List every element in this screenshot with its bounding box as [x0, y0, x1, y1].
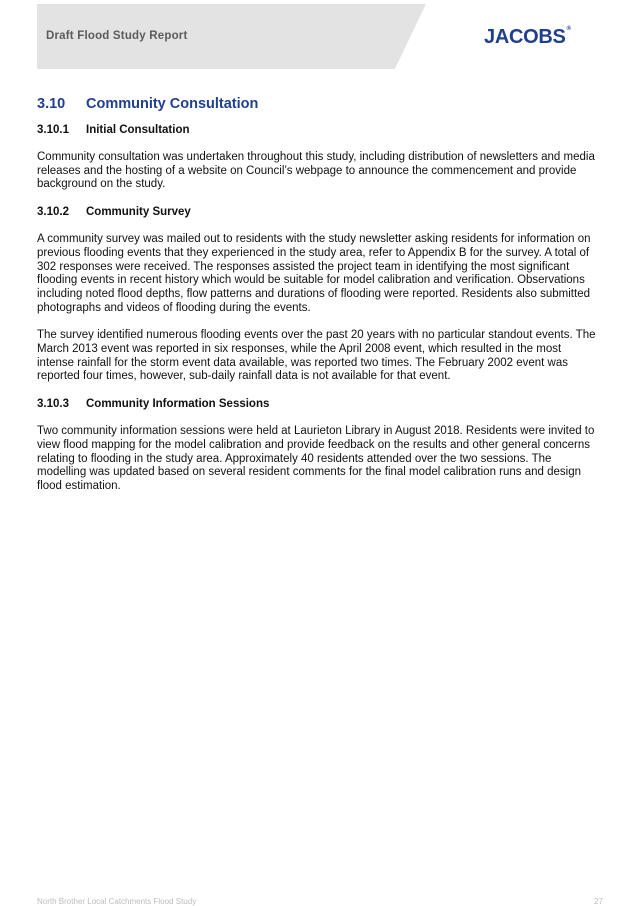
- footer-document-title: North Brother Local Catchments Flood Study: [37, 897, 197, 906]
- subsection-heading: [37, 124, 597, 136]
- paragraph: Two community information sessions were held at Laurieton Library in August 2018. Residents were invited to view flood mapping for the model calibration and provide feedback on the results and other general concerns relating to flooding in the study area. Approximately 40 residents attended over the two sessions. The modelling was updated based on several resident comments for the final model calibration runs and design flood estimation.: [37, 425, 595, 492]
- registered-mark: ®: [566, 26, 571, 32]
- page-content: [37, 96, 597, 508]
- report-title: Draft Flood Study Report: [46, 30, 188, 42]
- subsection-heading: [37, 206, 597, 218]
- subsection-title: Initial Consultation: [86, 124, 190, 136]
- footer-page-number: 27: [594, 897, 603, 906]
- subsection-heading: [37, 398, 597, 410]
- section-title: Community Consultation: [86, 96, 259, 112]
- subsection-number: 3.10.2: [37, 206, 69, 219]
- subsection-number: 3.10.3: [37, 398, 69, 411]
- subsection-title: Community Survey: [86, 206, 191, 219]
- paragraph: Community consultation was undertaken throughout this study, including distribution of newsletters and media releases and the hosting of a website on Council’s webpage to announce the commencement and provide background on the study.: [37, 151, 595, 191]
- subsection-title: Community Information Sessions: [86, 398, 270, 411]
- paragraph: A community survey was mailed out to residents with the study newsletter asking residents for information on previous flooding events that they experienced in the study area, refer to Appendix B for the survey. A total of 302 responses were received. The responses assisted the project team in identifying the most significant flooding events in recent history which would be suitable for model calibration and verification. Observations including noted flood depths, flow patterns and durations of flooding were reported. Residents also submitted photographs and videos of flooding during the events.: [37, 233, 591, 314]
- subsection-number: 3.10.1: [37, 124, 69, 136]
- logo-text: JACOBS: [484, 26, 566, 48]
- jacobs-logo: [484, 26, 571, 49]
- section-heading: [37, 96, 597, 112]
- section-number: 3.10: [37, 96, 66, 112]
- paragraph: The survey identified numerous flooding events over the past 20 years with no particular standout events. The March 2013 event was reported in six responses, while the April 2008 event, which resulted in the most intense rainfall for the storm event data available, was reported two times. The February 2002 event was reported four times, however, sub-daily rainfall data is not available for that event.: [37, 329, 596, 383]
